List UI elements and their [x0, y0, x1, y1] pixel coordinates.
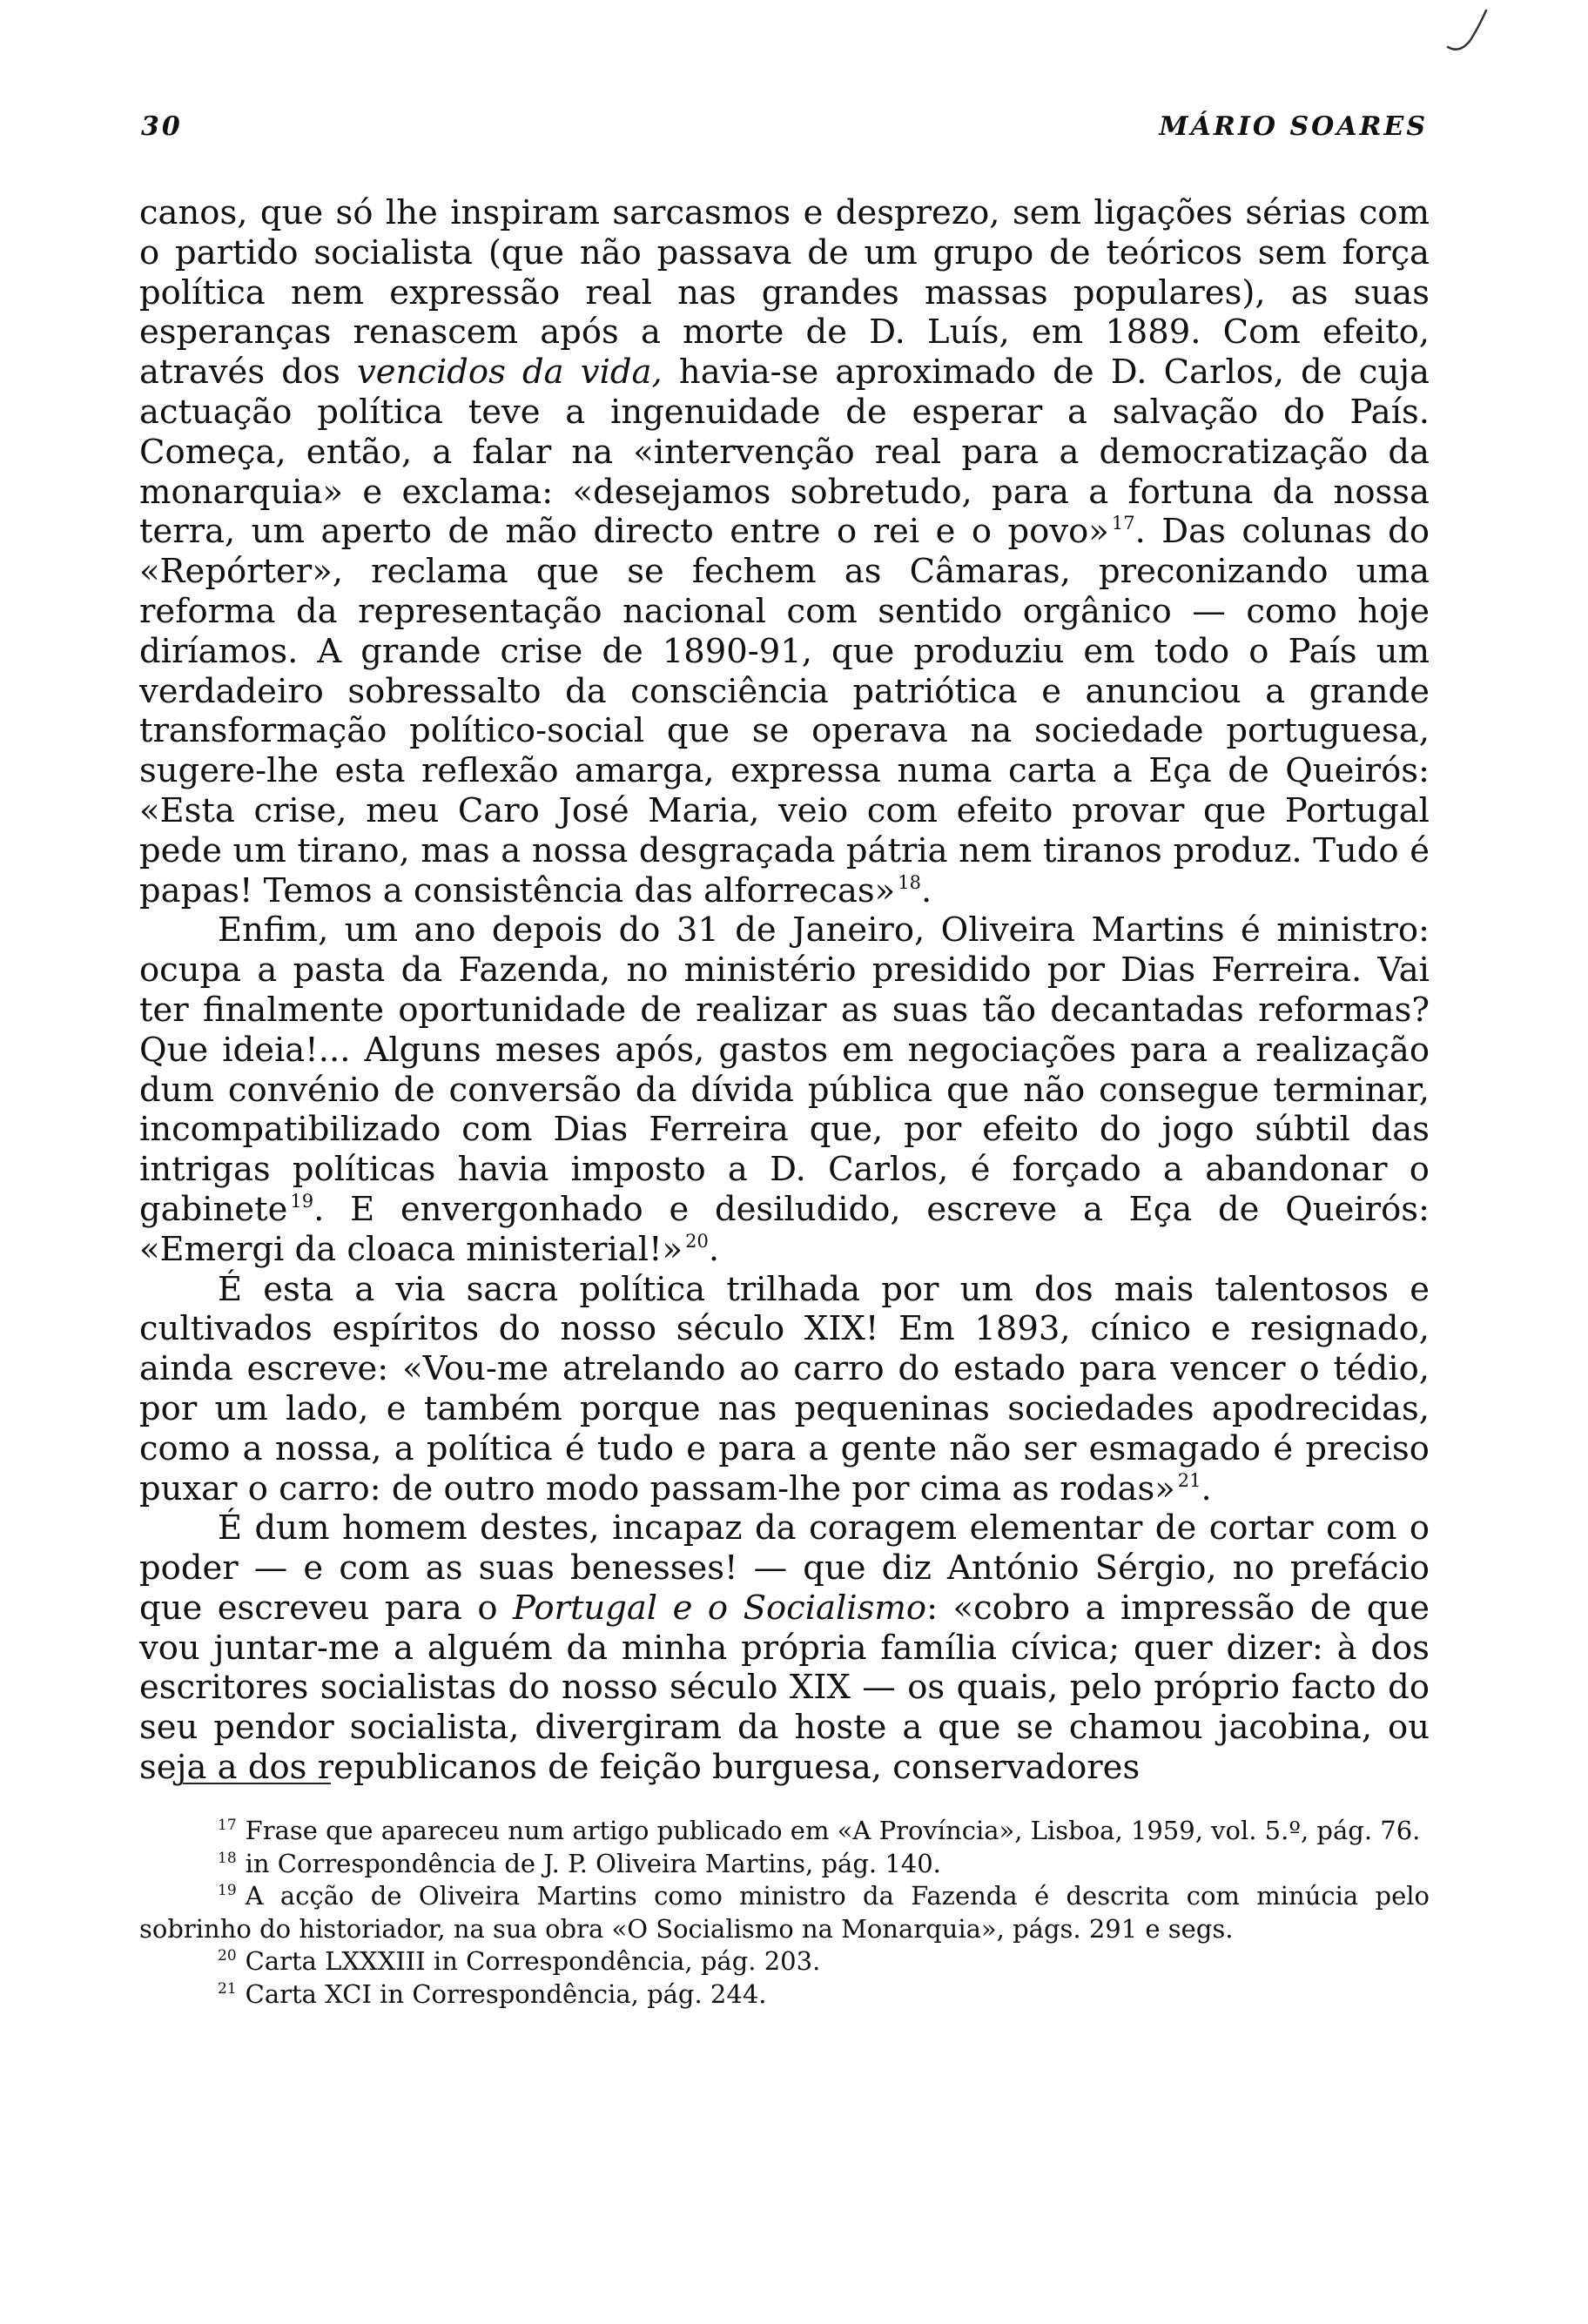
- footnote-text: A acção de Oliveira Martins como ministro da Fazenda é descrita com minúcia pelo sobrinho do historiador, na sua obra «O Socialismo na Monarquia», págs. 291 e segs.: [139, 1881, 1430, 1944]
- footnote-number: 19: [218, 1882, 237, 1899]
- text-segment: .: [708, 1229, 720, 1269]
- running-head: [141, 111, 1428, 146]
- italic-phrase: vencidos da vida,: [357, 353, 663, 393]
- text-segment: Enfim, um ano depois do 31 de Janeiro, Oliveira Martins é ministro: ocupa a pasta da Fazenda, no ministério presidido por Dias Ferreira. Vai ter finalmente oportunidade de realizar as suas tão decantadas reformas? Que ideia!... Alguns meses após, gastos em negociações para a realização dum convénio de conversão da dívida pública que não consegue terminar, incompatibilizado com Dias Ferreira que, por efeito do jogo súbtil das intrigas políticas havia imposto a D. Carlos, é forçado a abandonar o gabinete: [139, 910, 1430, 1229]
- footnote-divider: [183, 1783, 331, 1784]
- paragraph: [139, 193, 1430, 910]
- footnote: [139, 1978, 1430, 2012]
- footnote-reference: 21: [1177, 1469, 1201, 1491]
- footnote-reference: 17: [1111, 513, 1135, 534]
- text-segment: É dum homem destes, incapaz da coragem elementar de cortar com o poder — e com as suas benesses! — que diz António Sérgio, no prefácio que escreveu para o: [139, 1508, 1430, 1628]
- footnote-reference: 19: [290, 1190, 314, 1212]
- footnotes: [139, 1815, 1430, 2011]
- text-segment: . Das colunas do «Repórter», reclama que se fechem as Câmaras, preconizando uma reforma da representação nacional com sentido orgânico — como hoje diríamos. A grande crise de 1890-91, que produziu em todo o País um verdadeiro sobressalto da consciência patriótica e anunciou a grande transformação político-social que se operava na sociedade portuguesa, sugere-lhe esta reflexão amarga, expressa numa carta a Eça de Queirós: «Esta crise, meu Caro José Maria, veio com efeito provar que Portugal pede um tirano, mas a nossa desgraçada pátria nem tiranos produz. Tudo é papas! Temos a consistência das alforrecas»: [139, 512, 1430, 910]
- text-segment: canos, que só lhe inspiram sarcasmos e desprezo, sem ligações sérias com o partido socialista (que não passava de um grupo de teóricos sem força política nem expressão real nas grandes massas populares), as suas esperanças renascem após a morte de D. Luís, em 1889. Com efeito, através dos: [139, 193, 1430, 393]
- footnote-text: Carta LXXXIII in Correspondência, pág. 203.: [245, 1946, 821, 1976]
- footnote: [139, 1815, 1430, 1848]
- footnote-text: Frase que apareceu num artigo publicado em «A Província», Lisboa, 1959, vol. 5.º, pág. 76.: [245, 1816, 1421, 1845]
- footnote: [139, 1880, 1430, 1945]
- paragraph: [139, 1508, 1430, 1788]
- footnote-text: Carta XCI in Correspondência, pág. 244.: [245, 1978, 767, 2009]
- footnote-text: in Correspondência de J. P. Oliveira Martins, pág. 140.: [245, 1848, 941, 1878]
- text-segment: .: [1201, 1468, 1212, 1508]
- paragraph: [139, 910, 1430, 1269]
- footnote-reference: 18: [898, 871, 921, 893]
- footnote-reference: 20: [685, 1230, 709, 1252]
- footnote-number: 17: [218, 1817, 237, 1834]
- body-text: [139, 193, 1430, 1788]
- italic-phrase: Portugal e o Socialismo: [513, 1588, 927, 1628]
- footnote-number: 21: [218, 1979, 237, 1998]
- pencil-tick-mark: [1441, 5, 1493, 57]
- paragraph: [139, 1270, 1430, 1509]
- footnote-number: 20: [218, 1947, 237, 1965]
- text-segment: havia-se aproximado de D. Carlos, de cuja actuação política teve a ingenuidade de esperar a salvação do País. Começa, então, a falar na «intervenção real para a democratização da monarquia» e exclama: «desejamos sobretudo, para a fortuna da nossa terra, um aperto de mão directo entre o rei e o povo»: [139, 353, 1430, 552]
- text-segment: : «cobro a impressão de que vou juntar-me a alguém da minha própria família cívica; quer dizer: à dos escritores socialistas do nosso século XIX — os quais, pelo próprio facto do seu pendor socialista, divergiram da hoste a que se chamou jacobina, ou seja a dos republicanos de feição burguesa, conservadores: [139, 1588, 1430, 1788]
- page-number: 30: [141, 111, 183, 142]
- footnote: [139, 1945, 1430, 1978]
- footnote: [139, 1848, 1430, 1881]
- text-segment: .: [920, 870, 932, 910]
- footnote-number: 18: [218, 1849, 237, 1867]
- text-segment: É esta a via sacra política trilhada por um dos mais talentosos e cultivados espíritos do nosso século XIX! Em 1893, cínico e resignado, ainda escreve: «Vou-me atrelando ao carro do estado para vencer o tédio, por um lado, e também porque nas pequeninas sociedades apodrecidas, como a nossa, a política é tudo e para a gente não ser esmagado é preciso puxar o carro: de outro modo passam-lhe por cima as rodas»: [139, 1269, 1430, 1508]
- running-title: MÁRIO SOARES: [1159, 111, 1428, 142]
- text-segment: . E envergonhado e desiludido, escreve a Eça de Queirós: «Emergi da cloaca ministerial!»: [139, 1189, 1430, 1269]
